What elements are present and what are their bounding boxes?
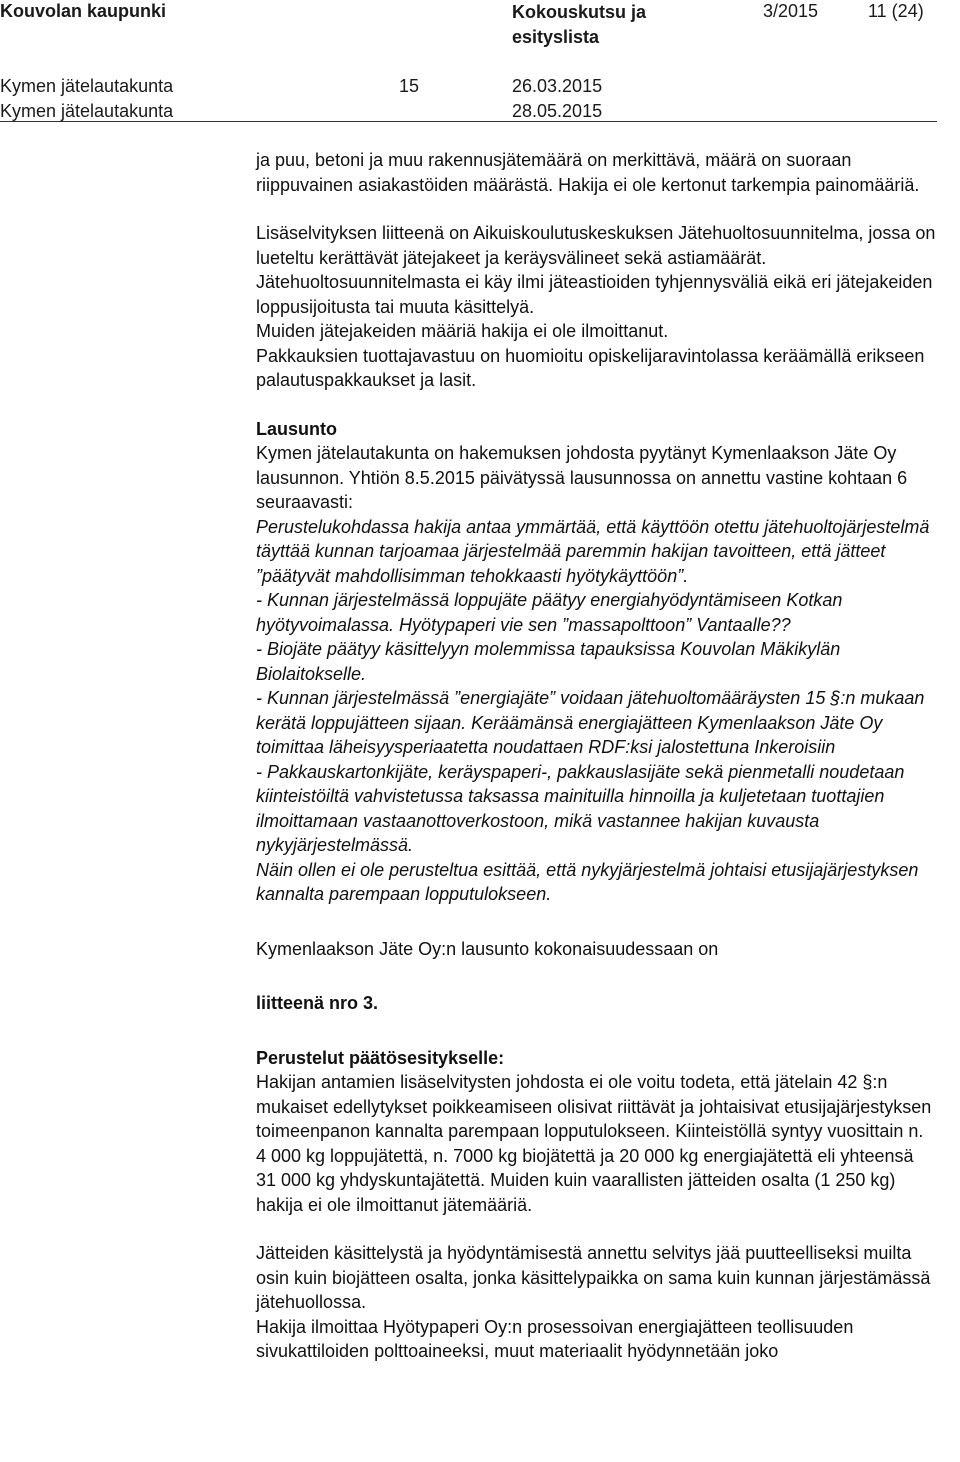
meeting-date: 26.03.2015 (512, 76, 603, 96)
paragraph: Jätteiden käsittelystä ja hyödyntämisestä annettu selvitys jää puutteelliseksi muilta osin kuin biojätteen osalta, jonka käsittelypaikka on sama kuin kunnan järjestämässä jätehuollossa. (256, 1243, 931, 1312)
document-body (256, 148, 937, 1364)
paragraph: Muiden jätejakeiden määriä hakija ei ole ilmoittanut. (256, 321, 669, 341)
quoted-statement: - Biojäte päätyy käsittelyyn molemmissa tapauksissa Kouvolan Mäkikylän Biolaitokselle. (256, 639, 841, 684)
quoted-statement: - Kunnan järjestelmässä loppujäte päätyy energiahyödyntämiseen Kotkan hyötyvoimalassa. Hyötypaperi vie sen ”massapolttoon” Vantaalle?? (256, 590, 843, 635)
page-number: 11 (24) (868, 1, 924, 21)
paragraph: Kymenlaakson Jäte Oy:n lausunto kokonaisuudessaan on (256, 938, 719, 959)
meeting-date: 28.05.2015 (512, 101, 603, 121)
quoted-statement: - Kunnan järjestelmässä ”energiajäte” voidaan jätehuoltomääräysten 15 §:n mukaan kerätä loppujätteen sijaan. Keräämänsä energiajätteen Kymenlaakson Jäte Oy toimittaa läheisyysperiaatetta noudattaen RDF:ksi jalostettuna Inkeroisiin (256, 688, 925, 757)
organization-name: Kouvolan kaupunki (0, 1, 167, 21)
paragraph: Kymen jätelautakunta on hakemuksen johdosta pyytänyt Kymenlaakson Jäte Oy lausunnon. Yhtiön 8.5.2015 päivätyssä lausunnossa on annettu vastine kohtaan 6 seuraavasti: (256, 443, 908, 512)
committee-name: Kymen jätelautakunta (0, 101, 174, 121)
quoted-statement: Näin ollen ei ole perusteltua esittää, että nykyjärjestelmä johtaisi etusijajärjestyksen kannalta parempaan lopputulokseen. (256, 859, 919, 904)
document-number: 3/2015 (763, 1, 819, 21)
paragraph: Hakija ilmoittaa Hyötypaperi Oy:n prosessoivan energiajätteen teollisuuden sivukattiloiden polttoaineeksi, muut materiaalit hyödynnetään joko (256, 1316, 854, 1361)
header-divider (0, 121, 937, 122)
attachment-reference: liitteenä nro 3. (256, 993, 379, 1013)
quoted-statement: - Pakkauskartonkijäte, keräyspaperi-, pakkauslasijäte sekä pienmetalli noudetaan kiinteistöiltä vahvistetussa taksassa mainituilla hinnoilla ja kuljetetaan tuottajien ilmoittamaan vastaanottoverkostoon, mikä vastannee hakijan kuvausta nykyjärjestelmässä. (256, 761, 905, 855)
paragraph: Lisäselvityksen liitteenä on Aikuiskoulutuskeskuksen Jätehuoltosuunnitelma, jossa on lueteltu kerättävät jätejakeet ja keräysvälineet sekä astiamäärät. Jätehuoltosuunnitelmasta ei käy ilmi jäteastioiden tyhjennysväliä eikä eri jätejakeiden loppusijoitusta tai muuta käsittelyä. (256, 223, 936, 317)
paragraph: Pakkauksien tuottajavastuu on huomioitu opiskelijaravintolassa keräämällä erikseen palautuspakkaukset ja lasit. (256, 345, 925, 390)
section-heading-lausunto: Lausunto (256, 418, 337, 439)
paragraph: ja puu, betoni ja muu rakennusjätemäärä on merkittävä, määrä on suoraan riippuvainen asiakastöiden määrästä. Hakija ei ole kertonut tarkempia painomääriä. (256, 150, 920, 195)
document-type: Kokouskutsu ja esityslista (512, 2, 647, 47)
section-number: 15 (399, 76, 420, 96)
quoted-statement: Perustelukohdassa hakija antaa ymmärtää, että käyttöön otettu jätehuoltojärjestelmä täyttää kunnan tarjoamaa järjestelmää paremmin hakijan tavoitteen, että jätteet ”päätyvät mahdollisimman tehokkaasti hyötykäyttöön”. (256, 516, 930, 586)
paragraph: Hakijan antamien lisäselvitysten johdosta ei ole voitu todeta, että jätelain 42 §:n mukaiset edellytykset poikkeamiseen olisivat riittävät ja johtaisivat etusijajärjestyksen toimeenpanon kannalta parempaan lopputulokseen. Kiinteistöllä syntyy vuosittain n. 4 000 kg loppujätettä, n. 7000 kg biojätettä ja 20 000 kg energiajätettä eli yhteensä 31 000 kg yhdyskuntajätettä. Muiden kuin vaarallisten jätteiden osalta (1 250 kg) hakija ei ole ilmoittanut jätemääriä. (256, 1072, 932, 1215)
committee-name: Kymen jätelautakunta (0, 76, 174, 96)
section-heading-perustelut: Perustelut päätösesitykselle: (256, 1047, 505, 1068)
